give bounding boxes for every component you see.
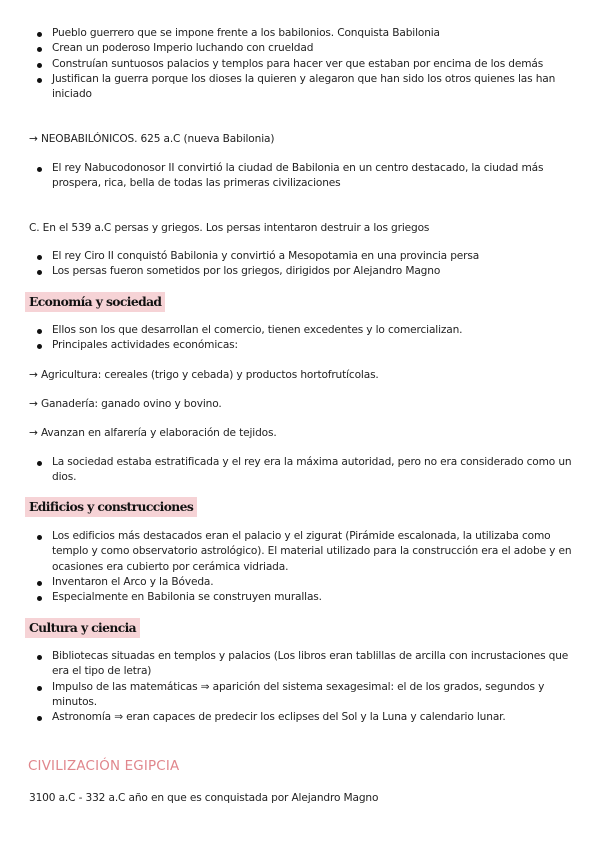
- agricultura-line: → Agricultura: cereales (trigo y cebada) y productos hortofrutícolas.: [29, 369, 379, 381]
- list-item: Impulso de las matemáticas ⇒ aparición del sistema sexagesimal: el de los grados, segundos y minutos.: [0, 680, 600, 711]
- list-item: Principales actividades económicas:: [0, 338, 600, 353]
- list-item: La sociedad estaba estratificada y el rey era la máxima autoridad, pero no era considerado como un dios.: [0, 455, 600, 486]
- list-item: Inventaron el Arco y la Bóveda.: [0, 575, 600, 590]
- egipto-section-title: CIVILIZACIÓN EGIPCIA: [28, 759, 180, 774]
- economia-heading: Economía y sociedad: [25, 292, 165, 312]
- list-item: Pueblo guerrero que se impone frente a los babilonios. Conquista Babilonia: [0, 26, 600, 41]
- egipto-dates-line: 3100 a.C - 332 a.C año en que es conquistada por Alejandro Magno: [29, 792, 379, 804]
- edificios-list: [0, 529, 600, 605]
- persas-griegos-line: C. En el 539 a.C persas y griegos. Los persas intentaron destruir a los griegos: [29, 222, 430, 234]
- cultura-list: [0, 649, 600, 725]
- persas-list: [0, 249, 600, 280]
- list-item: Especialmente en Babilonia se construyen murallas.: [0, 590, 600, 605]
- sociedad-list: [0, 455, 600, 486]
- edificios-heading: Edificios y construcciones: [25, 497, 197, 517]
- list-item: El rey Nabucodonosor II convirtió la ciudad de Babilonia en un centro destacado, la ciudad más prospera, rica, bella de todas las primeras civilizaciones: [0, 161, 600, 192]
- nabucodonosor-list: [0, 161, 600, 192]
- economia-list: [0, 323, 600, 354]
- neobabilonicos-line: → NEOBABILÓNICOS. 625 a.C (nueva Babilonia): [29, 133, 275, 145]
- babilonios-list: [0, 26, 600, 102]
- list-item: El rey Ciro II conquistó Babilonia y convirtió a Mesopotamia en una provincia persa: [0, 249, 600, 264]
- list-item: Los edificios más destacados eran el palacio y el zigurat (Pirámide escalonada, la utilizaba como templo y como observatorio astrológico). El material utilizado para la construcción era el adobe y en ocasiones era cubierto por cerámica vidriada.: [0, 529, 600, 575]
- list-item: Astronomía ⇒ eran capaces de predecir los eclipses del Sol y la Luna y calendario lunar.: [0, 710, 600, 725]
- cultura-heading: Cultura y ciencia: [25, 618, 140, 638]
- list-item: Construían suntuosos palacios y templos para hacer ver que estaban por encima de los demás: [0, 57, 600, 72]
- alfareria-line: → Avanzan en alfarería y elaboración de tejidos.: [29, 427, 277, 439]
- list-item: Crean un poderoso Imperio luchando con crueldad: [0, 41, 600, 56]
- ganaderia-line: → Ganadería: ganado ovino y bovino.: [29, 398, 222, 410]
- list-item: Justifican la guerra porque los dioses la quieren y alegaron que han sido los otros quienes las han iniciado: [0, 72, 600, 103]
- list-item: Los persas fueron sometidos por los griegos, dirigidos por Alejandro Magno: [0, 264, 600, 279]
- list-item: Ellos son los que desarrollan el comercio, tienen excedentes y lo comercializan.: [0, 323, 600, 338]
- list-item: Bibliotecas situadas en templos y palacios (Los libros eran tablillas de arcilla con incrustaciones que era el tipo de letra): [0, 649, 600, 680]
